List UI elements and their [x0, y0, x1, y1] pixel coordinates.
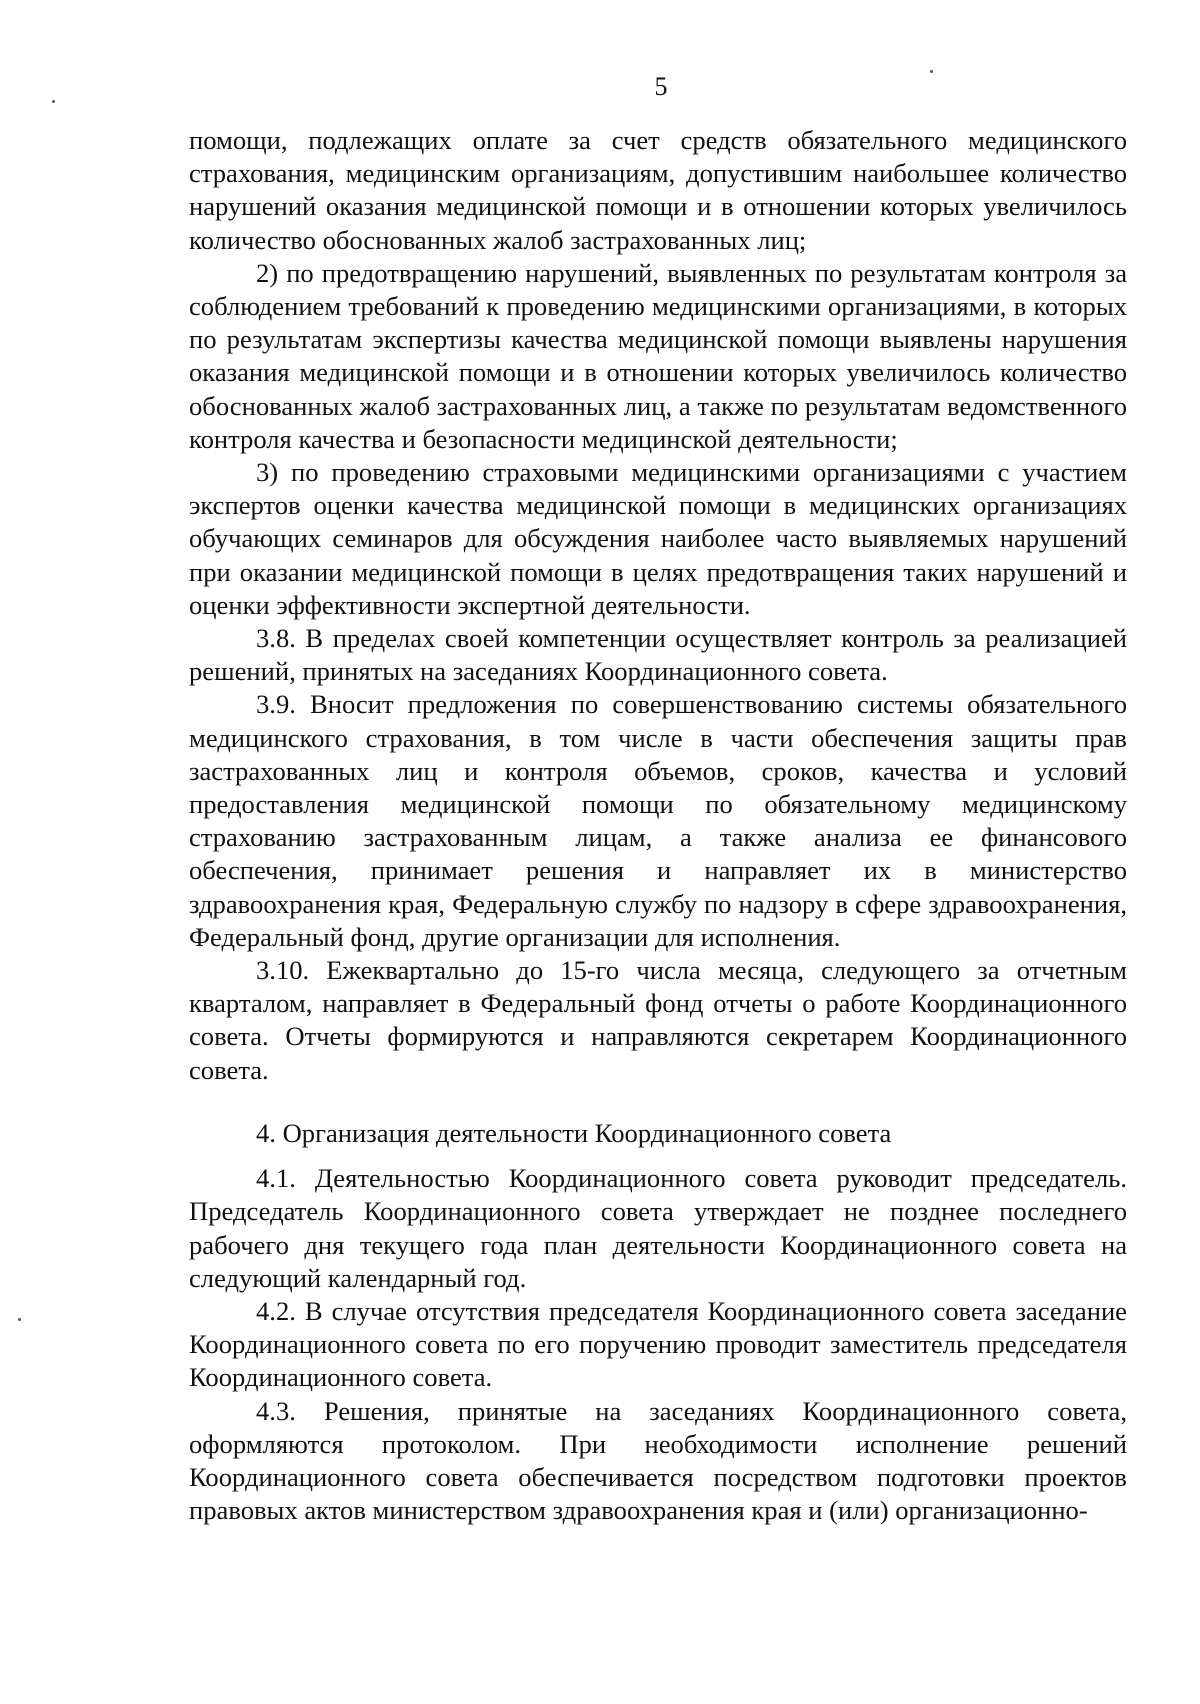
section-heading: 4. Организация деятельности Координационного совета: [256, 1117, 892, 1148]
paragraph-4-2: 4.2. В случае отсутствия председателя Координационного совета заседание Координационного совета по его поручению проводит заместитель председателя Координационного совета.: [189, 1295, 1127, 1393]
scan-speck: [18, 1318, 21, 1321]
paragraph-continuation: помощи, подлежащих оплате за счет средств обязательного медицинского страхования, медицинским организациям, допустившим наибольшее количество нарушений оказания медицинской помощи и в отношении которых увеличилось количество обоснованных жалоб застрахованных лиц;: [189, 125, 1127, 255]
paragraph-3-9: 3.9. Вносит предложения по совершенствованию системы обязательного медицинского страхования, в том числе в части обеспечения защиты прав застрахованных лиц и контроля объемов, сроков, качества и условий предоставления медицинской помощи по обязательному медицинскому страхованию застрахованным лицам, а также анализа ее финансового обеспечения, принимает решения и направляет их в министерство здравоохранения края, Федеральную службу по надзору в сфере здравоохранения, Федеральный фонд, другие организации для исполнения.: [189, 689, 1127, 952]
paragraph-3-10: 3.10. Ежеквартально до 15-го числа месяца, следующего за отчетным кварталом, направляет в Федеральный фонд отчеты о работе Координационного совета. Отчеты формируются и направляются секретарем Координационного совета.: [189, 955, 1127, 1085]
page-number: 5: [654, 72, 668, 101]
paragraph-4-3: 4.3. Решения, принятые на заседаниях Координационного совета, оформляются протоколом. При необходимости исполнение решений Координационного совета обеспечивается посредством подготовки проектов правовых актов министерством здравоохранения края и (или) организационно-: [189, 1395, 1127, 1526]
scan-speck: [52, 100, 55, 103]
document-body: [189, 124, 1127, 1527]
scan-speck: [930, 70, 933, 73]
paragraph-3-8: 3.8. В пределах своей компетенции осуществляет контроль за реализацией решений, принятых на заседаниях Координационного совета.: [189, 623, 1127, 687]
paragraph-item-2: 2) по предотвращению нарушений, выявленных по результатам контроля за соблюдением требований к проведению медицинскими организациями, в которых по результатам экспертизы качества медицинской помощи выявлены нарушения оказания медицинской помощи и в отношении которых увеличилось количество обоснованных жалоб застрахованных лиц, а также по результатам ведомственного контроля качества и безопасности медицинской деятельности;: [189, 257, 1127, 454]
paragraph-4-1: 4.1. Деятельностью Координационного совета руководит председатель. Председатель Координационного совета утверждает не позднее последнего рабочего дня текущего года план деятельности Координационного совета на следующий календарный год.: [189, 1163, 1127, 1293]
paragraph-item-3: 3) по проведению страховыми медицинскими организациями с участием экспертов оценки качества медицинской помощи в медицинских организациях обучающих семинаров для обсуждения наиболее часто выявляемых нарушений при оказании медицинской помощи в целях предотвращения таких нарушений и оценки эффективности экспертной деятельности.: [189, 457, 1127, 620]
